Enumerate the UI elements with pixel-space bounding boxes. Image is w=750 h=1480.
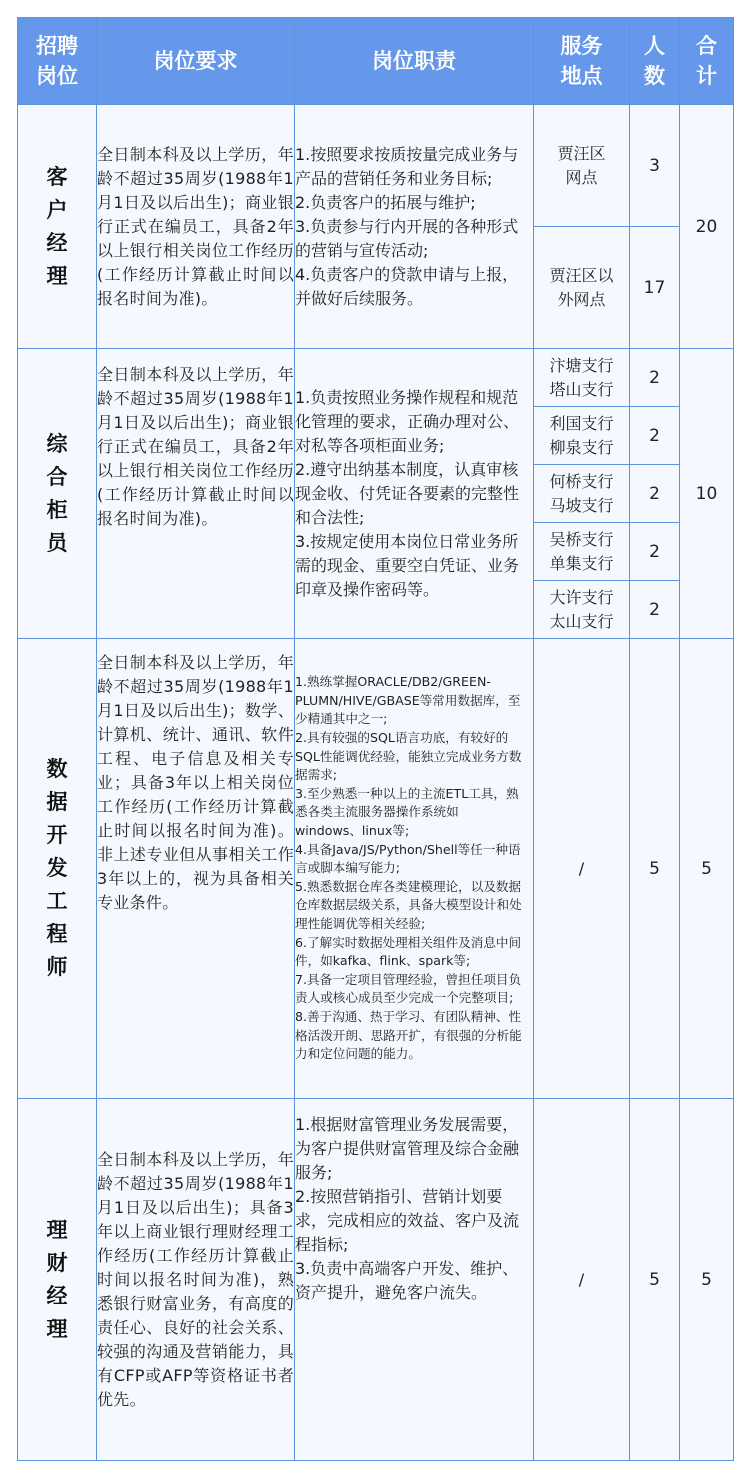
- duty-cell: 1.按照要求按质按量完成业务与产品的营销任务和业务目标; 2.负责客户的拓展与维护; 3.负责参与行内开展的各种形式的营销与宣传活动; 4.负责客户的贷款申请与上报，并做好后续服务。: [295, 105, 534, 349]
- location-cell: 汴塘支行 塔山支行: [534, 349, 630, 407]
- total-cell: 5: [680, 1099, 734, 1461]
- header-row: [18, 18, 734, 105]
- position-cell: 数 据 开 发 工 程 师: [18, 639, 97, 1099]
- recruitment-table: [17, 17, 734, 1461]
- count-cell: 2: [630, 465, 680, 523]
- header-count: 人 数: [630, 18, 680, 105]
- requirement-cell: 全日制本科及以上学历，年龄不超过35周岁(1988年1月1日及以后出生)；具备3年以上商业银行理财经理工作经历(工作经历计算截止时间以报名时间为准)，熟悉银行财富业务，有高度的责任心、良好的社会关系、较强的沟通及营销能力，具有CFP或AFP等资格证书者优先。: [97, 1099, 295, 1461]
- location-cell: 吴桥支行 单集支行: [534, 523, 630, 581]
- table-row: [18, 639, 734, 1099]
- location-cell: 贾汪区以 外网点: [534, 227, 630, 349]
- count-cell: 2: [630, 581, 680, 639]
- position-cell: 理 财 经 理: [18, 1099, 97, 1461]
- location-cell: 利国支行 柳泉支行: [534, 407, 630, 465]
- count-cell: 5: [630, 1099, 680, 1461]
- requirement-cell: 全日制本科及以上学历，年龄不超过35周岁(1988年1月1日及以后出生)；商业银行正式在编员工，具备2年以上银行相关岗位工作经历(工作经历计算截止时间以报名时间为准)。: [97, 349, 295, 639]
- header-requirement: 岗位要求: [97, 18, 295, 105]
- count-cell: 5: [630, 639, 680, 1099]
- total-cell: 20: [680, 105, 734, 349]
- duty-cell: 1.根据财富管理业务发展需要，为客户提供财富管理及综合金融服务; 2.按照营销指引、营销计划要求，完成相应的效益、客户及流程指标; 3.负责中高端客户开发、维护、资产提升，避免客户流失。: [295, 1099, 534, 1461]
- position-cell: 客 户 经 理: [18, 105, 97, 349]
- location-cell: 何桥支行 马坡支行: [534, 465, 630, 523]
- count-cell: 2: [630, 349, 680, 407]
- header-position: 招聘 岗位: [18, 18, 97, 105]
- requirement-cell: 全日制本科及以上学历，年龄不超过35周岁(1988年1月1日及以后出生)；商业银行正式在编员工，具备2年以上银行相关岗位工作经历(工作经历计算截止时间以报名时间为准)。: [97, 105, 295, 349]
- table-row: [18, 1099, 734, 1461]
- duty-cell: 1.熟练掌握ORACLE/DB2/GREEN-PLUMN/HIVE/GBASE等常用数据库，至少精通其中之一; 2.具有较强的SQL语言功底，有较好的SQL性能调优经验，能独立完成业务方数据需求; 3.至少熟悉一种以上的主流ETL工具，熟悉各类主流服务器操作系统如windows、linux等; 4.具备Java/JS/Python/Shell等任一种语言或脚本编写能力; 5.熟悉数据仓库各类建模理论，以及数据仓库数据层级关系，具备大模型设计和处理性能调优等相关经验; 6.了解实时数据处理相关组件及消息中间件，如kafka、flink、spark等; 7.具备一定项目管理经验，曾担任项目负责人或核心成员至少完成一个完整项目; 8.善于沟通、热于学习、有团队精神、性格活泼开朗、思路开扩，有很强的分析能力和定位问题的能力。: [295, 639, 534, 1099]
- header-location: 服务 地点: [534, 18, 630, 105]
- position-cell: 综 合 柜 员: [18, 349, 97, 639]
- table-row: [18, 105, 734, 227]
- table-row: [18, 349, 734, 407]
- location-cell: /: [534, 639, 630, 1099]
- count-cell: 2: [630, 407, 680, 465]
- location-cell: 大许支行 太山支行: [534, 581, 630, 639]
- count-cell: 17: [630, 227, 680, 349]
- location-cell: /: [534, 1099, 630, 1461]
- requirement-cell: 全日制本科及以上学历，年龄不超过35周岁(1988年1月1日及以后出生)；数学、计算机、统计、通讯、软件工程、电子信息及相关专业；具备3年以上相关岗位工作经历(工作经历计算截止时间以报名时间为准)。非上述专业但从事相关工作3年以上的，视为具备相关专业条件。: [97, 639, 295, 1099]
- header-duty: 岗位职责: [295, 18, 534, 105]
- count-cell: 3: [630, 105, 680, 227]
- location-cell: 贾汪区 网点: [534, 105, 630, 227]
- total-cell: 10: [680, 349, 734, 639]
- duty-cell: 1.负责按照业务操作规程和规范化管理的要求，正确办理对公、对私等各项柜面业务; 2.遵守出纳基本制度，认真审核现金收、付凭证各要素的完整性和合法性; 3.按规定使用本岗位日常业务所需的现金、重要空白凭证、业务印章及操作密码等。: [295, 349, 534, 639]
- total-cell: 5: [680, 639, 734, 1099]
- count-cell: 2: [630, 523, 680, 581]
- header-total: 合 计: [680, 18, 734, 105]
